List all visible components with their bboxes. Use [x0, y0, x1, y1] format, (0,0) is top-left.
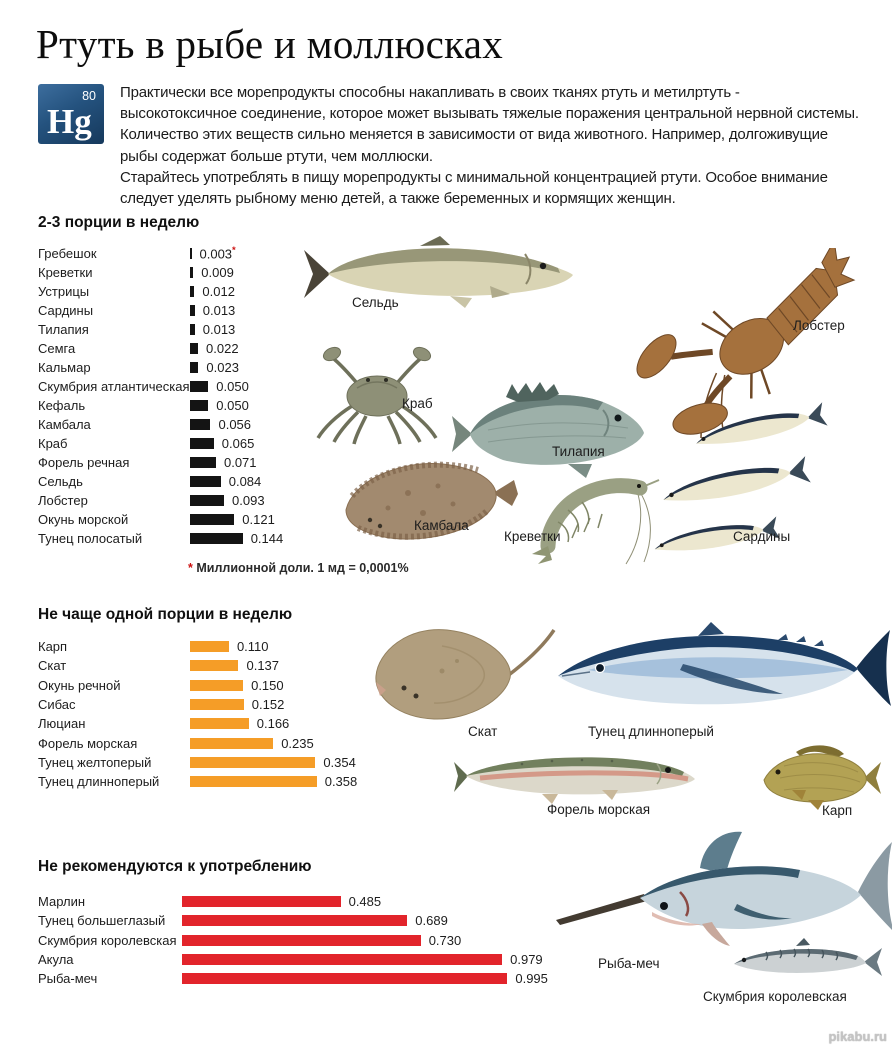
bar: [182, 954, 502, 965]
bar-row-label: Форель морская: [38, 735, 138, 751]
bar-row-label: Форель речная: [38, 455, 130, 470]
footnote-asterisk: *: [188, 561, 193, 575]
bar: [190, 699, 244, 710]
bar: [190, 267, 193, 278]
bar-row-label: Тунец длинноперый: [38, 774, 160, 790]
bar-row-label: Гребешок: [38, 246, 97, 261]
bar: [190, 248, 192, 259]
bar-row-label: Семга: [38, 341, 76, 356]
bar: [190, 533, 243, 544]
bar-row-label: Сельдь: [38, 474, 83, 489]
bar: [182, 896, 341, 907]
intro-paragraph-2: Старайтесь употреблять в пищу морепродукты с минимальной концентрацией ртути. Особое внимание следует уделять рыбному меню детей, а также беременных и кормящих женщин.: [120, 168, 828, 208]
footnote-asterisk: *: [232, 245, 236, 257]
bar-value: 0.485: [348, 894, 382, 910]
bar-value: 0.022: [206, 341, 239, 356]
bar-row-label: Окунь морской: [38, 512, 129, 527]
bar-value: 0.144: [250, 531, 284, 546]
bar-value: 0.137: [246, 658, 280, 674]
bar-row-label: Акула: [38, 951, 74, 967]
bar-value: 0.150: [251, 677, 284, 693]
bar-row-label: Скумбрия королевская: [38, 932, 177, 948]
bar: [190, 457, 216, 468]
bar-row-label: Скат: [38, 658, 67, 674]
bar-row-label: Кефаль: [38, 398, 86, 413]
bar-value: 0.121: [242, 512, 275, 527]
bar: [190, 400, 208, 411]
bar-value: 0.050: [216, 379, 249, 394]
bar-row-label: Люциан: [38, 716, 86, 732]
albacore-tuna-illustration: [548, 614, 892, 734]
bar: [190, 305, 195, 316]
bar-row: [38, 772, 838, 791]
bar: [190, 343, 198, 354]
bar: [190, 476, 221, 487]
bar-value: 0.110: [236, 639, 269, 655]
fish-label-sardines: Сардины: [733, 529, 791, 544]
fish-label-sea-trout: Форель морская: [547, 802, 651, 817]
intro-paragraph-1: Практически все морепродукты способны накапливать в своих тканях ртуть и метилртуть - высокотоксичное соединение, которое может вызывать тяжелые поражения центральной нервной системы. Количество этих веществ сильно меняется в зависимости от вида животного. Например, долгоживущие рыбы содержат больше ртути, чем моллюски.: [120, 84, 859, 165]
sea-trout-illustration: [452, 742, 707, 810]
bar: [190, 680, 243, 691]
fish-label-herring: Сельдь: [352, 295, 399, 310]
bar-row-label: Окунь речной: [38, 677, 121, 693]
bar-row-label: Краб: [38, 436, 68, 451]
bar-row-label: Карп: [38, 639, 68, 655]
bar: [182, 935, 421, 946]
bar-row: [38, 753, 838, 772]
bar: [190, 381, 208, 392]
atomic-number: 80: [82, 89, 96, 103]
bar-row-label: Сибас: [38, 697, 76, 713]
watermark: pikabu.ru: [828, 1029, 887, 1044]
fish-label-crab: Краб: [402, 396, 433, 411]
section-title-2-3-portions: 2-3 порции в неделю: [38, 214, 200, 231]
fish-label-carp: Карп: [822, 803, 853, 818]
bar: [182, 915, 407, 926]
bar: [190, 776, 317, 787]
mercury-element-badge: [38, 84, 104, 144]
fish-label-swordfish: Рыба-меч: [598, 956, 660, 971]
bar: [190, 738, 273, 749]
bar-row-label: Сардины: [38, 303, 94, 318]
ray-illustration: [352, 616, 557, 741]
herring-illustration: [300, 228, 595, 318]
bar: [190, 757, 315, 768]
bar: [190, 324, 195, 335]
fish-label-albacore-tuna: Тунец длинноперый: [588, 724, 714, 739]
bar: [190, 641, 229, 652]
bar-value: 0.071: [223, 455, 257, 470]
bar-row-label: Креветки: [38, 265, 93, 280]
fish-label-king-mackerel: Скумбрия королевская: [703, 989, 847, 1004]
bar-value: 0.023: [206, 360, 239, 375]
bar-value: 0.084: [228, 474, 262, 489]
section-title-not-recommended: Не рекомендуются к употреблению: [38, 858, 312, 875]
bar-value: 0.065: [221, 436, 255, 451]
bar: [190, 660, 238, 671]
footnote-text: Миллионной доли. 1 мд = 0,0001%: [196, 561, 409, 575]
bar: [190, 362, 198, 373]
crab-illustration: [312, 336, 442, 446]
bar-value: 0.979: [510, 951, 543, 967]
bar-row-label: Устрицы: [38, 284, 90, 299]
bar-value: 0.689: [415, 913, 448, 929]
bar-row-label: Лобстер: [38, 493, 88, 508]
bar-value: 0.358: [324, 774, 358, 790]
bar-value: 0.166: [256, 716, 290, 732]
bar: [190, 286, 194, 297]
bar-row-label: Тунец желтоперый: [38, 754, 152, 770]
bar-value: 0.730: [428, 932, 462, 948]
bar: [190, 495, 224, 506]
bar-value: 0.152: [251, 697, 285, 713]
page-title: Ртуть в рыбе и моллюсках: [36, 21, 504, 67]
bar-row-label: Рыба-меч: [38, 971, 98, 987]
bar: [190, 438, 214, 449]
fish-label-tilapia: Тилапия: [552, 444, 605, 459]
bar-row-label: Тунец полосатый: [38, 531, 143, 546]
bar-value: 0.235: [281, 735, 314, 751]
footnote: [188, 561, 409, 575]
bar-row-label: Кальмар: [38, 360, 91, 375]
bar-value: 0.013: [202, 322, 236, 337]
bar-row-label: Марлин: [38, 894, 86, 910]
bar-value: 0.012: [202, 284, 235, 299]
fish-label-flounder: Камбала: [414, 518, 469, 533]
bar-value: 0.003*: [199, 245, 236, 262]
bar-row-label: Скумбрия атлантическая: [38, 379, 190, 394]
bar-value: 0.009: [201, 265, 234, 280]
bar-value: 0.093: [232, 493, 265, 508]
carp-illustration: [748, 740, 883, 810]
element-symbol: Hg: [47, 102, 92, 141]
bar-row-label: Тунец большеглазый: [38, 913, 166, 929]
bar-value: 0.056: [218, 417, 252, 432]
bar: [190, 718, 249, 729]
section-title-one-portion: Не чаще одной порции в неделю: [38, 606, 293, 623]
bar-value: 0.013: [202, 303, 236, 318]
flounder-illustration: [328, 438, 518, 553]
king-mackerel-illustration: [726, 934, 891, 992]
bar-row-label: Камбала: [38, 417, 91, 432]
bar: [190, 419, 210, 430]
fish-label-shrimp: Креветки: [504, 529, 561, 544]
bar-value: 0.050: [216, 398, 249, 413]
bar: [182, 973, 507, 984]
bar: [190, 514, 234, 525]
bar-value: 0.995: [515, 971, 548, 987]
bar-row: [38, 969, 838, 988]
intro-text: [120, 82, 860, 209]
fish-label-ray: Скат: [468, 724, 498, 739]
bar-row-label: Тилапия: [38, 322, 89, 337]
fish-label-lobster: Лобстер: [793, 318, 845, 333]
bar-value: 0.354: [323, 754, 356, 770]
